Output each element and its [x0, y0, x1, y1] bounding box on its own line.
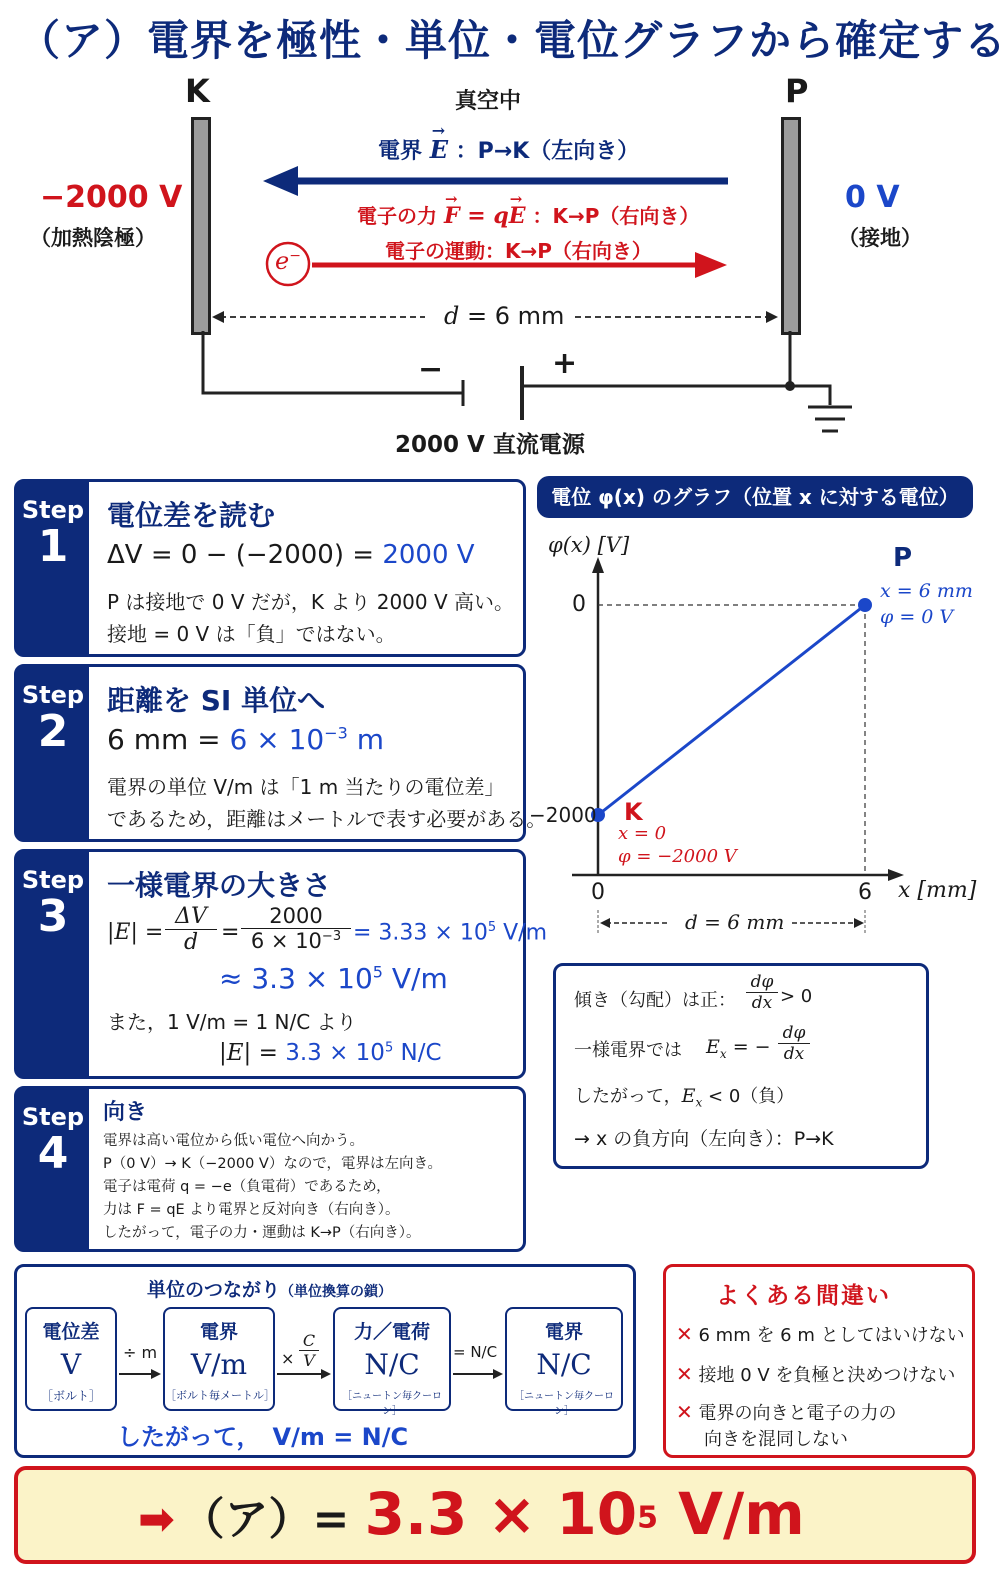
step-3-frac2-den-sup: −3 — [321, 929, 342, 944]
units-arrow-3-head — [493, 1369, 503, 1379]
x-tick-6: 6 — [858, 880, 872, 905]
mistake-item-3-text: 電界の向きと電子の力の — [698, 1403, 897, 1424]
slope-frac-2-den: dx — [778, 1043, 810, 1064]
units-arrow-2-head — [321, 1369, 331, 1379]
electron-symbol — [275, 247, 301, 275]
point-k-name: K — [624, 798, 643, 826]
step-3-result-2-unit: N/C — [393, 1040, 442, 1066]
field-vector-symbol: → E — [429, 121, 448, 164]
slope-line-3-text: したがって， — [574, 1086, 682, 1107]
motion-label: 電子の運動：K→P（右向き） — [385, 239, 652, 263]
step-3-result-2-base: 3.3 × 10 — [285, 1040, 385, 1066]
step-2-eq-left: 6 mm = — [107, 723, 230, 756]
force-vector-letter: F — [443, 203, 460, 229]
force-label — [357, 190, 700, 229]
step-4-line-5: したがって，電子の力・運動は K→P（右向き）。 — [103, 1225, 421, 1241]
slope-line-1 — [574, 986, 736, 1012]
plate-p-label: P — [785, 72, 809, 110]
final-answer — [138, 1480, 805, 1548]
units-arrow-1-head — [151, 1369, 161, 1379]
k-note: （加熱陰極） — [30, 226, 156, 250]
units-op-frac-den: V — [299, 1350, 319, 1370]
step-3-number: 3 — [37, 891, 69, 942]
step-3-frac2-den — [241, 928, 351, 953]
step-3-abs-e: |E| = — [107, 920, 164, 945]
unit-box-field-vm-unit: V/m — [190, 1348, 248, 1381]
step-2-number: 2 — [37, 706, 69, 757]
units-header-main: 単位のつながり — [147, 1279, 281, 1301]
step-1-badge — [17, 482, 89, 654]
unit-box-potential-kana: ［ボルト］ — [40, 1389, 101, 1403]
field-direction: ：P→K（左向き） — [455, 139, 640, 164]
slope-frac-1 — [746, 972, 778, 1013]
slope-line-1-text: 傾き（勾配）は正： — [574, 990, 736, 1011]
field-arrow-head — [263, 166, 298, 196]
units-chain-box — [14, 1264, 636, 1458]
answer-exponent: 5 — [637, 1500, 658, 1536]
y-axis-arrow — [592, 557, 604, 573]
units-conclusion: したがって， V/m = N/C — [117, 1423, 409, 1451]
mistake-x-icon: ✕ — [676, 1322, 693, 1346]
step-3-frac2-num: 2000 — [269, 904, 323, 928]
step-4-label: Step — [21, 1103, 85, 1131]
distance-value: = 6 mm — [459, 302, 565, 330]
step-2-heading: 距離を SI 単位へ — [107, 684, 326, 717]
step-3-text-1: また，1 V/m = 1 N/C より — [107, 1010, 357, 1034]
power-source-label: 2000 V 直流電源 — [395, 432, 585, 458]
step-3-result-1-unit: V/m — [496, 920, 547, 946]
mistake-item-3-cont: 向きを混同しない — [704, 1429, 848, 1450]
step-3-box — [14, 849, 547, 1079]
force-direction: ：K→P（右向き） — [532, 204, 700, 228]
final-answer-box — [14, 1466, 976, 1564]
field-label-text: 電界 — [378, 139, 423, 164]
step-3-result-1-base: = 3.33 × 10 — [353, 920, 488, 946]
step-4-number: 4 — [37, 1128, 69, 1179]
slope-frac-2-num: dφ — [782, 1023, 806, 1043]
graph-distance-arrow-left — [600, 918, 610, 928]
step-1-heading: 電位差を読む — [107, 499, 276, 532]
force-vector-symbol: → F — [443, 190, 460, 229]
step-3-result-1-sup: 5 — [487, 920, 497, 935]
distance-arrow-left — [212, 311, 224, 323]
mistake-item-2 — [676, 1361, 955, 1387]
step-3-approx-sup: 5 — [372, 962, 383, 982]
ground-wire — [790, 386, 830, 405]
step-2-label: Step — [21, 681, 85, 709]
units-op-fraction — [299, 1331, 319, 1370]
step-4-line-4: 力は F = qE より電界と反対向き（右向き）。 — [103, 1202, 400, 1218]
step-3-fraction-1 — [165, 904, 217, 955]
step-2-eq-sup: −3 — [324, 723, 348, 743]
slope-frac-2 — [778, 1023, 810, 1064]
unit-box-force-charge-unit: N/C — [364, 1348, 420, 1381]
answer-value: 3.3 × 10 — [364, 1480, 638, 1548]
step-3-result-2 — [219, 1040, 442, 1066]
slope-line-2-sub: x — [719, 1046, 727, 1061]
slope-line-2-ex — [706, 1036, 771, 1061]
mistake-item-1 — [676, 1321, 965, 1347]
step-4-heading: 向き — [103, 1100, 148, 1125]
page-title: （ア）電界を極性・単位・電位グラフから確定する — [18, 16, 1007, 65]
mistake-item-2-text: 接地 0 V を負極と決めつけない — [698, 1365, 956, 1386]
slope-line-3-sub: x — [695, 1095, 703, 1110]
mistake-item-3 — [676, 1399, 897, 1425]
unit-box-force-charge-kana: ［ニュートン毎クーロン］ — [342, 1391, 442, 1417]
step-1-text-2: 接地 = 0 V は「負」ではない。 — [107, 622, 396, 646]
electron-sup: − — [289, 248, 301, 264]
answer-label: （ア）= — [180, 1494, 365, 1545]
answer-unit: V/m — [657, 1480, 805, 1548]
unit-box-field-nc-kana: ［ニュートン毎クーロン］ — [514, 1391, 614, 1417]
point-p-marker — [858, 598, 872, 612]
slope-line-2-eq: = − — [726, 1036, 771, 1058]
step-1-label: Step — [21, 496, 85, 524]
mistake-x-icon: ✕ — [676, 1362, 693, 1386]
common-mistakes-box — [663, 1264, 975, 1458]
slope-frac-1-den: dx — [746, 992, 778, 1013]
step-3-badge — [17, 852, 89, 1076]
graph-distance-label: d = 6 mm — [685, 910, 785, 934]
distance-label — [444, 302, 564, 330]
point-p-name: P — [893, 543, 913, 573]
graph-distance-arrow-right — [854, 918, 864, 928]
step-3-abs-2: |E| = — [219, 1040, 286, 1066]
units-op-frac-num: C — [302, 1331, 316, 1350]
step-2-equation — [107, 723, 384, 756]
point-k-phi: φ = −2000 V — [618, 846, 737, 867]
unit-box-force-charge-title: 力／電荷 — [353, 1321, 430, 1343]
y-tick-minus-2000: −2000 — [529, 803, 597, 827]
step-3-frac2-den-base: 6 × 10 — [250, 929, 322, 953]
step-3-approx-base: ≈ 3.3 × 10 — [219, 962, 373, 995]
battery-plus: + — [552, 346, 578, 381]
step-3-label: Step — [21, 866, 85, 894]
potential-line — [598, 605, 865, 815]
step-3-approx — [219, 962, 448, 995]
step-3-result-2-sup: 5 — [384, 1040, 394, 1056]
distance-arrow-right — [766, 311, 778, 323]
force-label-text: 電子の力 — [357, 204, 437, 228]
x-axis-label: x [mm] — [898, 878, 977, 903]
battery-minus: − — [418, 352, 444, 387]
plate-k-label: K — [185, 72, 210, 110]
point-p-x: x = 6 mm — [880, 580, 973, 602]
step-2-box — [14, 664, 547, 842]
slope-line-2-e: E — [706, 1036, 720, 1058]
step-2-text-1: 電界の単位 V/m は「1 m 当たりの電位差」 — [107, 775, 505, 799]
slope-line-1-gt: > 0 — [780, 986, 813, 1007]
step-4-line-3: 電子は電荷 q = −e（負電荷）であるため， — [103, 1179, 391, 1195]
step-1-text-1: P は接地で 0 V だが，K より 2000 V 高い。 — [107, 590, 515, 614]
slope-info-box — [553, 963, 929, 1169]
y-tick-0: 0 — [572, 592, 586, 617]
electron-letter: e — [275, 247, 290, 275]
step-3-approx-unit: V/m — [382, 962, 448, 995]
step-1-box — [14, 479, 526, 657]
step-4-line-2: P（0 V）→ K（−2000 V）なので，電界は左向き。 — [103, 1156, 442, 1172]
step-3-frac1-den: d — [165, 929, 217, 955]
unit-box-field-nc-unit: N/C — [536, 1348, 592, 1381]
unit-box-field-vm-title: 電界 — [199, 1321, 238, 1343]
step-2-eq-right: 6 × 10 — [229, 723, 325, 756]
step-3-fraction-2 — [241, 904, 351, 953]
step-1-number: 1 — [37, 521, 69, 572]
y-axis-label: φ(x) [V] — [548, 533, 630, 557]
point-p-phi: φ = 0 V — [880, 606, 954, 628]
k-voltage: −2000 V — [40, 180, 183, 215]
step-2-badge — [17, 667, 89, 839]
step-2-eq-unit: m — [347, 723, 385, 756]
vacuum-label: 真空中 — [455, 89, 522, 114]
p-note: （接地） — [838, 226, 922, 250]
units-header-small: （単位換算の鎖） — [280, 1284, 393, 1300]
motion-arrow-head — [695, 252, 727, 278]
units-op-times: × — [281, 1349, 295, 1368]
slope-line-2: 一様電界では — [574, 1040, 682, 1061]
x-tick-0: 0 — [591, 880, 605, 905]
point-k-x: x = 0 — [618, 823, 667, 844]
field-vector-letter: E — [429, 135, 448, 164]
force-eq-mid: = q — [459, 203, 509, 229]
step-1-eq-left: ΔV = 0 − (−2000) = — [107, 540, 383, 570]
unit-box-field-vm-kana: ［ボルト毎メートル］ — [165, 1389, 275, 1402]
p-voltage: 0 V — [845, 180, 900, 215]
step-2-text-2: であるため，距離はメートルで表す必要がある。 — [107, 807, 547, 831]
distance-d: d — [444, 302, 460, 330]
step-4-box — [14, 1086, 526, 1252]
step-1-eq-right: 2000 V — [382, 540, 475, 570]
slope-line-3-e: E — [681, 1085, 696, 1107]
step-3-heading: 一様電界の大きさ — [107, 869, 332, 902]
step-3-frac1-num: ΔV — [175, 904, 207, 929]
slope-line-3 — [574, 1082, 794, 1110]
step-1-equation — [107, 540, 475, 570]
unit-box-potential-unit: V — [60, 1348, 82, 1381]
step-3-result-1 — [353, 920, 547, 945]
mistakes-header: よくある間違い — [716, 1283, 891, 1309]
unit-box-potential-title: 電位差 — [42, 1321, 100, 1343]
step-4-line-1: 電界は高い電位から低い電位へ向かう。 — [103, 1133, 364, 1149]
force-e-symbol: → E — [508, 190, 526, 229]
slope-line-4: → x の負方向（左向き）：P→K — [574, 1128, 834, 1150]
answer-arrow-icon: ➡ — [138, 1494, 175, 1545]
units-op-divide: ÷ m — [123, 1343, 158, 1362]
graph-banner: 電位 φ(x) のグラフ（位置 x に対する電位） — [537, 476, 973, 518]
step-3-equals: = — [221, 920, 240, 945]
step-4-badge — [17, 1089, 89, 1249]
mistake-x-icon: ✕ — [676, 1400, 693, 1424]
units-op-equals: = N/C — [453, 1343, 498, 1361]
force-e-letter: E — [508, 203, 526, 229]
unit-box-field-nc-title: 電界 — [544, 1321, 583, 1343]
slope-line-3-rest: < 0（負） — [702, 1086, 795, 1107]
slope-frac-1-num: dφ — [750, 972, 774, 992]
mistake-item-1-text: 6 mm を 6 m としてはいけない — [698, 1325, 965, 1346]
